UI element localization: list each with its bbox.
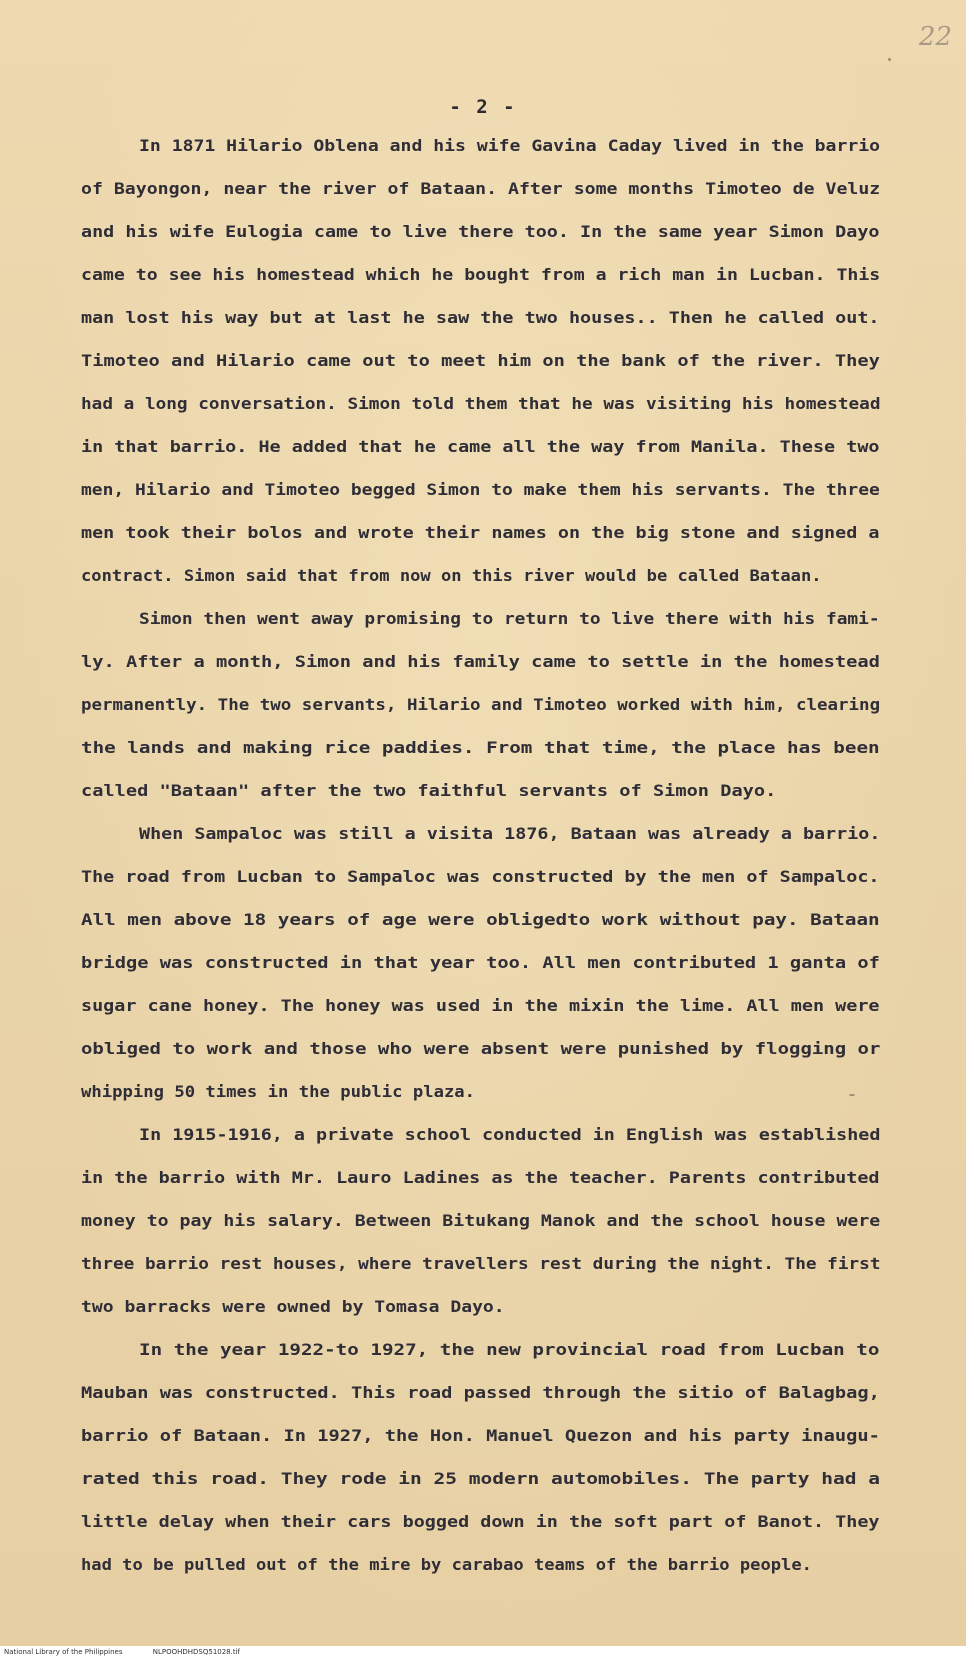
text-line: three barrio rest houses, where travellers rest during the night. The first: [81, 1254, 881, 1273]
text-line: rated this road. They rode in 25 modern automobiles. The party had a: [81, 1469, 881, 1488]
text-line: All men above 18 years of age were obligedto work without pay. Bataan: [81, 910, 880, 929]
text-line: man lost his way but at last he saw the two houses.. Then he called out.: [81, 308, 880, 327]
text-line: men took their bolos and wrote their names on the big stone and signed a: [81, 523, 880, 542]
page-number: - 2 -: [449, 96, 517, 118]
text-line: bridge was constructed in that year too. All men contributed 1 ganta of: [81, 953, 880, 972]
text-line: two barracks were owned by Tomasa Dayo.: [81, 1297, 505, 1316]
text-line: When Sampaloc was still a visita 1876, Bataan was already a barrio.: [139, 824, 881, 843]
text-line: had to be pulled out of the mire by carabao teams of the barrio people.: [81, 1555, 812, 1574]
text-line: In 1871 Hilario Oblena and his wife Gavina Caday lived in the barrio: [139, 136, 881, 155]
text-line: obliged to work and those who were absent were punished by flogging or: [81, 1039, 881, 1058]
footer-source: National Library of the Philippines: [4, 1648, 123, 1656]
text-line: The road from Lucban to Sampaloc was constructed by the men of Sampaloc.: [81, 867, 880, 886]
text-line: in the barrio with Mr. Lauro Ladines as the teacher. Parents contributed: [81, 1168, 880, 1187]
text-line: In 1915-1916, a private school conducted in English was established: [139, 1125, 881, 1144]
text-line: Simon then went away promising to return to live there with his fami-: [139, 609, 880, 628]
text-line: permanently. The two servants, Hilario and Timoteo worked with him, clearing: [81, 695, 881, 714]
text-line: ly. After a month, Simon and his family came to settle in the homestead: [81, 652, 880, 671]
footer-file: NLPOOHDHDSQ51028.tif: [152, 1648, 241, 1656]
text-line: came to see his homestead which he bought from a rich man in Lucban. This: [81, 265, 881, 284]
text-line: Mauban was constructed. This road passed through the sitio of Balagbag,: [81, 1383, 880, 1402]
text-line: called "Bataan" after the two faithful servants of Simon Dayo.: [81, 781, 777, 800]
text-line: in that barrio. He added that he came all the way from Manila. These two: [81, 437, 880, 456]
text-line: little delay when their cars bogged down in the soft part of Banot. They: [81, 1512, 880, 1531]
text-line: and his wife Eulogia came to live there too. In the same year Simon Dayo: [81, 222, 880, 241]
text-line: the lands and making rice paddies. From that time, the place has been: [81, 738, 880, 757]
text-line: In the year 1922-to 1927, the new provincial road from Lucban to: [139, 1340, 880, 1359]
scan-footer: [0, 1646, 966, 1658]
text-line: of Bayongon, near the river of Bataan. After some months Timoteo de Veluz: [81, 179, 881, 198]
text-line: barrio of Bataan. In 1927, the Hon. Manuel Quezon and his party inaugu-: [81, 1426, 880, 1445]
text-line: sugar cane honey. The honey was used in the mixin the lime. All men were: [81, 996, 880, 1015]
text-line: whipping 50 times in the public plaza.: [81, 1082, 476, 1101]
text-line: men, Hilario and Timoteo begged Simon to make them his servants. The three: [81, 480, 880, 499]
text-line: Timoteo and Hilario came out to meet him on the bank of the river. They: [81, 351, 880, 370]
handwritten-page-mark: 22: [918, 22, 952, 52]
paper-speck: [849, 1094, 855, 1096]
text-line: had a long conversation. Simon told them that he was visiting his homestead: [81, 394, 881, 413]
text-line: money to pay his salary. Between Bitukang Manok and the school house were: [81, 1211, 881, 1230]
text-line: contract. Simon said that from now on this river would be called Bataan.: [81, 566, 822, 585]
paper-speck: [888, 58, 891, 61]
